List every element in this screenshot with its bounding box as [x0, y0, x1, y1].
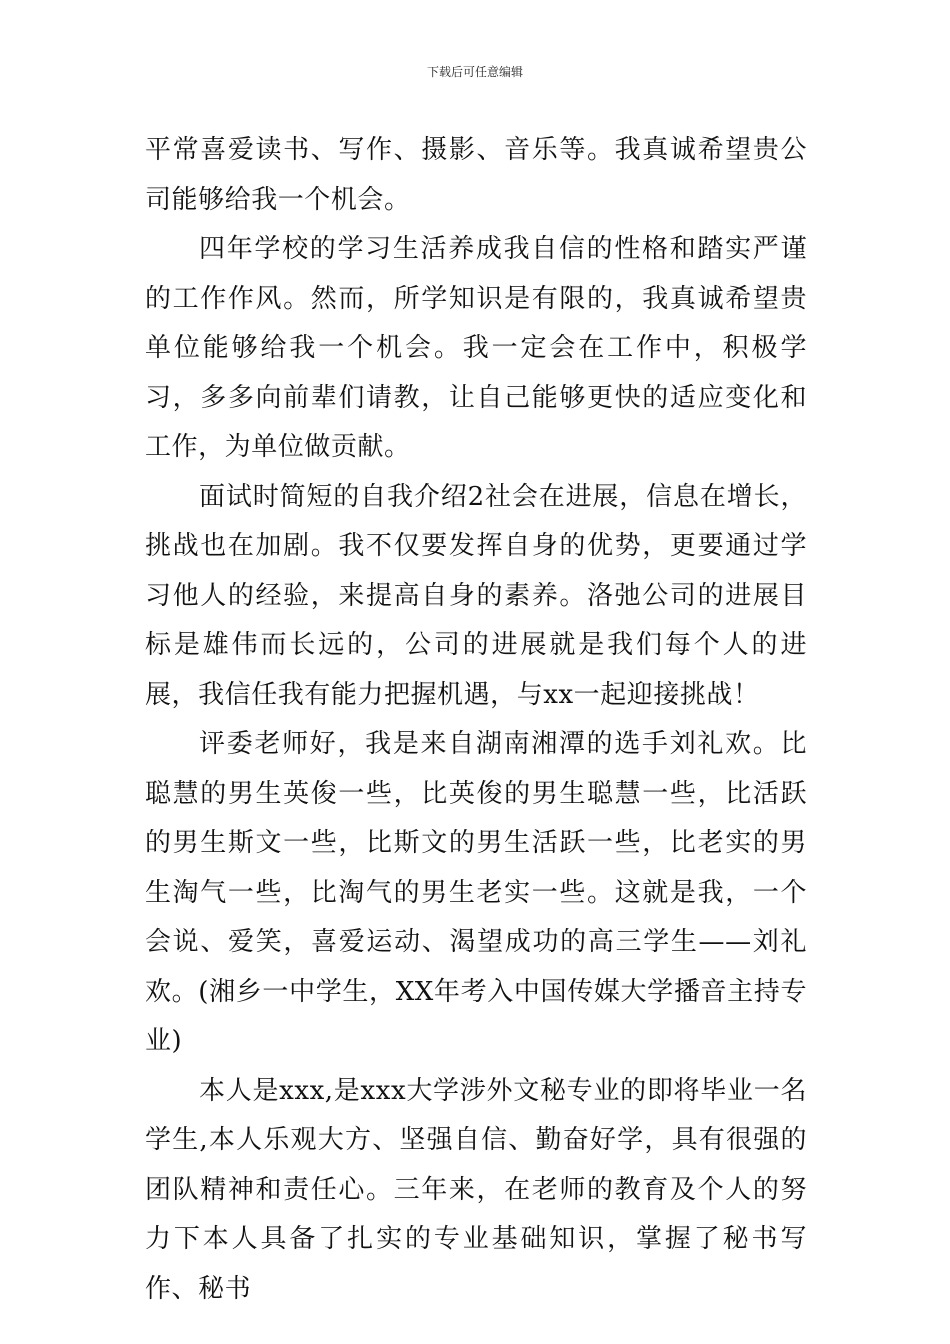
- paragraph-continued: 平常喜爱读书、写作、摄影、音乐等。我真诚希望贵公司能够给我一个机会。: [145, 135, 807, 215]
- document-body: [145, 126, 807, 1314]
- paragraph: 本人是xxx,是xxx大学涉外文秘专业的即将毕业一名学生,本人乐观大方、坚强自信、勤奋好学，具有很强的团队精神和责任心。三年来，在老师的教育及个人的努力下本人具备了扎实的专业基础知识，掌握了秘书写作、秘书: [145, 1075, 807, 1304]
- header-note: 下载后可任意编辑: [426, 65, 523, 79]
- paragraph: 评委老师好，我是来自湖南湘潭的选手刘礼欢。比聪慧的男生英俊一些，比英俊的男生聪慧一些，比活跃的男生斯文一些，比斯文的男生活跃一些，比老实的男生淘气一些，比淘气的男生老实一些。这就是我，一个会说、爱笑，喜爱运动、渴望成功的高三学生——刘礼欢。(湘乡一中学生，XX年考入中国传媒大学播音主持专业): [145, 729, 807, 1056]
- paragraph: 四年学校的学习生活养成我自信的性格和踏实严谨的工作作风。然而，所学知识是有限的，我真诚希望贵单位能够给我一个机会。我一定会在工作中，积极学习，多多向前辈们请教，让自己能够更快的适应变化和工作，为单位做贡献。: [145, 234, 807, 462]
- paragraph: 面试时简短的自我介绍2社会在进展，信息在增长，挑战也在加剧。我不仅要发挥自身的优势，更要通过学习他人的经验，来提高自身的素养。洛弛公司的进展目标是雄伟而长远的，公司的进展就是我们每个人的进展，我信任我有能力把握机遇，与xx一起迎接挑战！: [145, 481, 807, 710]
